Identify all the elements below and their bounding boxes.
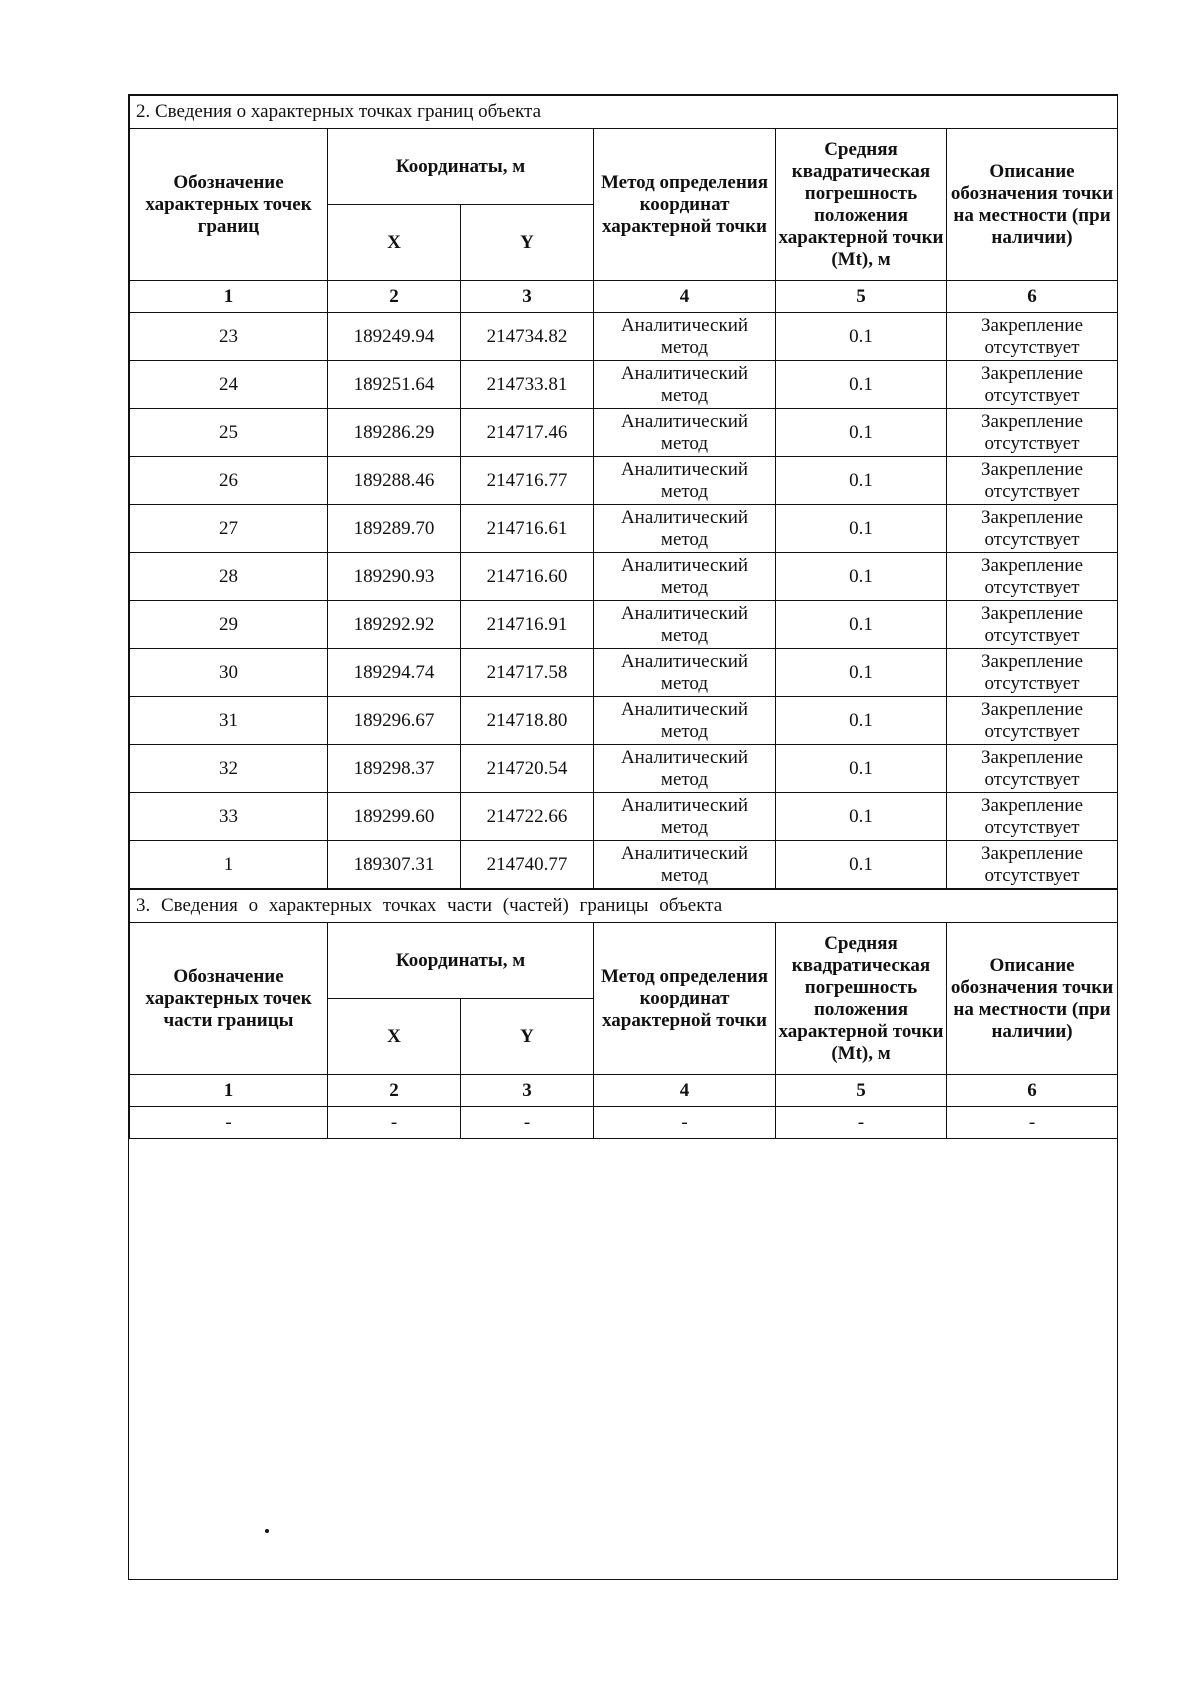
cell-description: Закрепление отсутствует — [947, 457, 1118, 505]
header-error: Средняя квадратическая погрешность положения характерной точки (Mt), м — [776, 129, 947, 281]
table-row — [130, 601, 1118, 649]
column-number: 3 — [461, 281, 594, 313]
cell-x: 189286.29 — [328, 409, 461, 457]
cell-x: 189307.31 — [328, 841, 461, 889]
header-x: X — [328, 205, 461, 281]
cell-method: Аналитический метод — [594, 601, 776, 649]
cell-x: 189290.93 — [328, 553, 461, 601]
cell-mt: 0.1 — [776, 457, 947, 505]
cell-x: 189296.67 — [328, 697, 461, 745]
cell-method: Аналитический метод — [594, 697, 776, 745]
cell-y: 214717.46 — [461, 409, 594, 457]
cell-mt: 0.1 — [776, 313, 947, 361]
cell-method: Аналитический метод — [594, 745, 776, 793]
cell-description: Закрепление отсутствует — [947, 409, 1118, 457]
cell-description: Закрепление отсутствует — [947, 841, 1118, 889]
header-x: X — [328, 999, 461, 1075]
section2-table — [129, 95, 1118, 889]
cell-method: Аналитический метод — [594, 313, 776, 361]
cell-description: Закрепление отсутствует — [947, 601, 1118, 649]
table-row — [130, 457, 1118, 505]
cell-mt: 0.1 — [776, 361, 947, 409]
cell-mt: 0.1 — [776, 697, 947, 745]
cell-description: - — [947, 1107, 1118, 1139]
table-row — [130, 505, 1118, 553]
header-method: Метод определения координат характерной точки — [594, 129, 776, 281]
header-designation: Обозначение характерных точек части границы — [130, 923, 328, 1075]
cell-x: 189251.64 — [328, 361, 461, 409]
cell-x: 189249.94 — [328, 313, 461, 361]
column-number: 1 — [130, 1075, 328, 1107]
table-row — [130, 409, 1118, 457]
cell-point: 26 — [130, 457, 328, 505]
cell-description: Закрепление отсутствует — [947, 793, 1118, 841]
column-number: 3 — [461, 1075, 594, 1107]
cell-description: Закрепление отсутствует — [947, 361, 1118, 409]
cell-mt: 0.1 — [776, 553, 947, 601]
table-row — [130, 649, 1118, 697]
cell-y: 214716.91 — [461, 601, 594, 649]
header-y: Y — [461, 205, 594, 281]
cell-point: 32 — [130, 745, 328, 793]
cell-description: Закрепление отсутствует — [947, 745, 1118, 793]
cell-description: Закрепление отсутствует — [947, 697, 1118, 745]
table-row — [130, 553, 1118, 601]
cell-method: Аналитический метод — [594, 649, 776, 697]
column-number: 2 — [328, 281, 461, 313]
header-error: Средняя квадратическая погрешность положения характерной точки (Mt), м — [776, 923, 947, 1075]
cell-mt: - — [776, 1107, 947, 1139]
cell-point: 30 — [130, 649, 328, 697]
header-description: Описание обозначения точки на местности (при наличии) — [947, 129, 1118, 281]
cell-y: 214716.60 — [461, 553, 594, 601]
column-number: 4 — [594, 281, 776, 313]
cell-x: 189289.70 — [328, 505, 461, 553]
cell-y: - — [461, 1107, 594, 1139]
cell-mt: 0.1 — [776, 745, 947, 793]
cell-mt: 0.1 — [776, 793, 947, 841]
cell-y: 214716.77 — [461, 457, 594, 505]
cell-description: Закрепление отсутствует — [947, 313, 1118, 361]
document-frame — [128, 94, 1118, 1580]
column-number: 5 — [776, 281, 947, 313]
cell-point: - — [130, 1107, 328, 1139]
cell-point: 28 — [130, 553, 328, 601]
cell-point: 1 — [130, 841, 328, 889]
cell-x: 189298.37 — [328, 745, 461, 793]
header-y: Y — [461, 999, 594, 1075]
column-number: 1 — [130, 281, 328, 313]
table-row — [130, 697, 1118, 745]
cell-point: 31 — [130, 697, 328, 745]
cell-method: Аналитический метод — [594, 505, 776, 553]
table-row — [130, 841, 1118, 889]
cell-description: Закрепление отсутствует — [947, 505, 1118, 553]
cell-method: Аналитический метод — [594, 457, 776, 505]
cell-point: 23 — [130, 313, 328, 361]
cell-point: 29 — [130, 601, 328, 649]
section2-rows — [130, 313, 1118, 889]
cell-method: Аналитический метод — [594, 409, 776, 457]
cell-mt: 0.1 — [776, 649, 947, 697]
cell-y: 214720.54 — [461, 745, 594, 793]
cell-description: Закрепление отсутствует — [947, 553, 1118, 601]
cell-method: Аналитический метод — [594, 361, 776, 409]
table-row — [130, 793, 1118, 841]
cell-y: 214722.66 — [461, 793, 594, 841]
cell-point: 33 — [130, 793, 328, 841]
column-number: 2 — [328, 1075, 461, 1107]
table-row — [130, 1107, 1118, 1139]
cell-y: 214734.82 — [461, 313, 594, 361]
cell-x: 189288.46 — [328, 457, 461, 505]
column-number: 6 — [947, 1075, 1118, 1107]
cell-mt: 0.1 — [776, 409, 947, 457]
cell-y: 214716.61 — [461, 505, 594, 553]
table-row — [130, 745, 1118, 793]
table-row — [130, 313, 1118, 361]
section3-table — [129, 889, 1118, 1139]
cell-point: 24 — [130, 361, 328, 409]
table-row — [130, 361, 1118, 409]
cell-method: Аналитический метод — [594, 841, 776, 889]
cell-y: 214717.58 — [461, 649, 594, 697]
header-method: Метод определения координат характерной точки — [594, 923, 776, 1075]
header-coords: Координаты, м — [328, 129, 594, 205]
section3-rows — [130, 1107, 1118, 1139]
cell-x: 189292.92 — [328, 601, 461, 649]
cell-y: 214718.80 — [461, 697, 594, 745]
cell-method: - — [594, 1107, 776, 1139]
cell-x: 189294.74 — [328, 649, 461, 697]
header-coords: Координаты, м — [328, 923, 594, 999]
cell-mt: 0.1 — [776, 841, 947, 889]
cell-method: Аналитический метод — [594, 553, 776, 601]
cell-y: 214733.81 — [461, 361, 594, 409]
header-designation: Обозначение характерных точек границ — [130, 129, 328, 281]
cell-description: Закрепление отсутствует — [947, 649, 1118, 697]
cell-method: Аналитический метод — [594, 793, 776, 841]
scan-speck — [265, 1529, 269, 1533]
cell-x: - — [328, 1107, 461, 1139]
column-number: 5 — [776, 1075, 947, 1107]
section3-title: 3. Сведения о характерных точках части (частей) границы объекта — [130, 890, 1118, 923]
cell-x: 189299.60 — [328, 793, 461, 841]
cell-y: 214740.77 — [461, 841, 594, 889]
cell-point: 27 — [130, 505, 328, 553]
cell-mt: 0.1 — [776, 601, 947, 649]
section2-title: 2. Сведения о характерных точках границ объекта — [130, 96, 1118, 129]
cell-mt: 0.1 — [776, 505, 947, 553]
column-number: 4 — [594, 1075, 776, 1107]
column-number: 6 — [947, 281, 1118, 313]
header-description: Описание обозначения точки на местности (при наличии) — [947, 923, 1118, 1075]
cell-point: 25 — [130, 409, 328, 457]
